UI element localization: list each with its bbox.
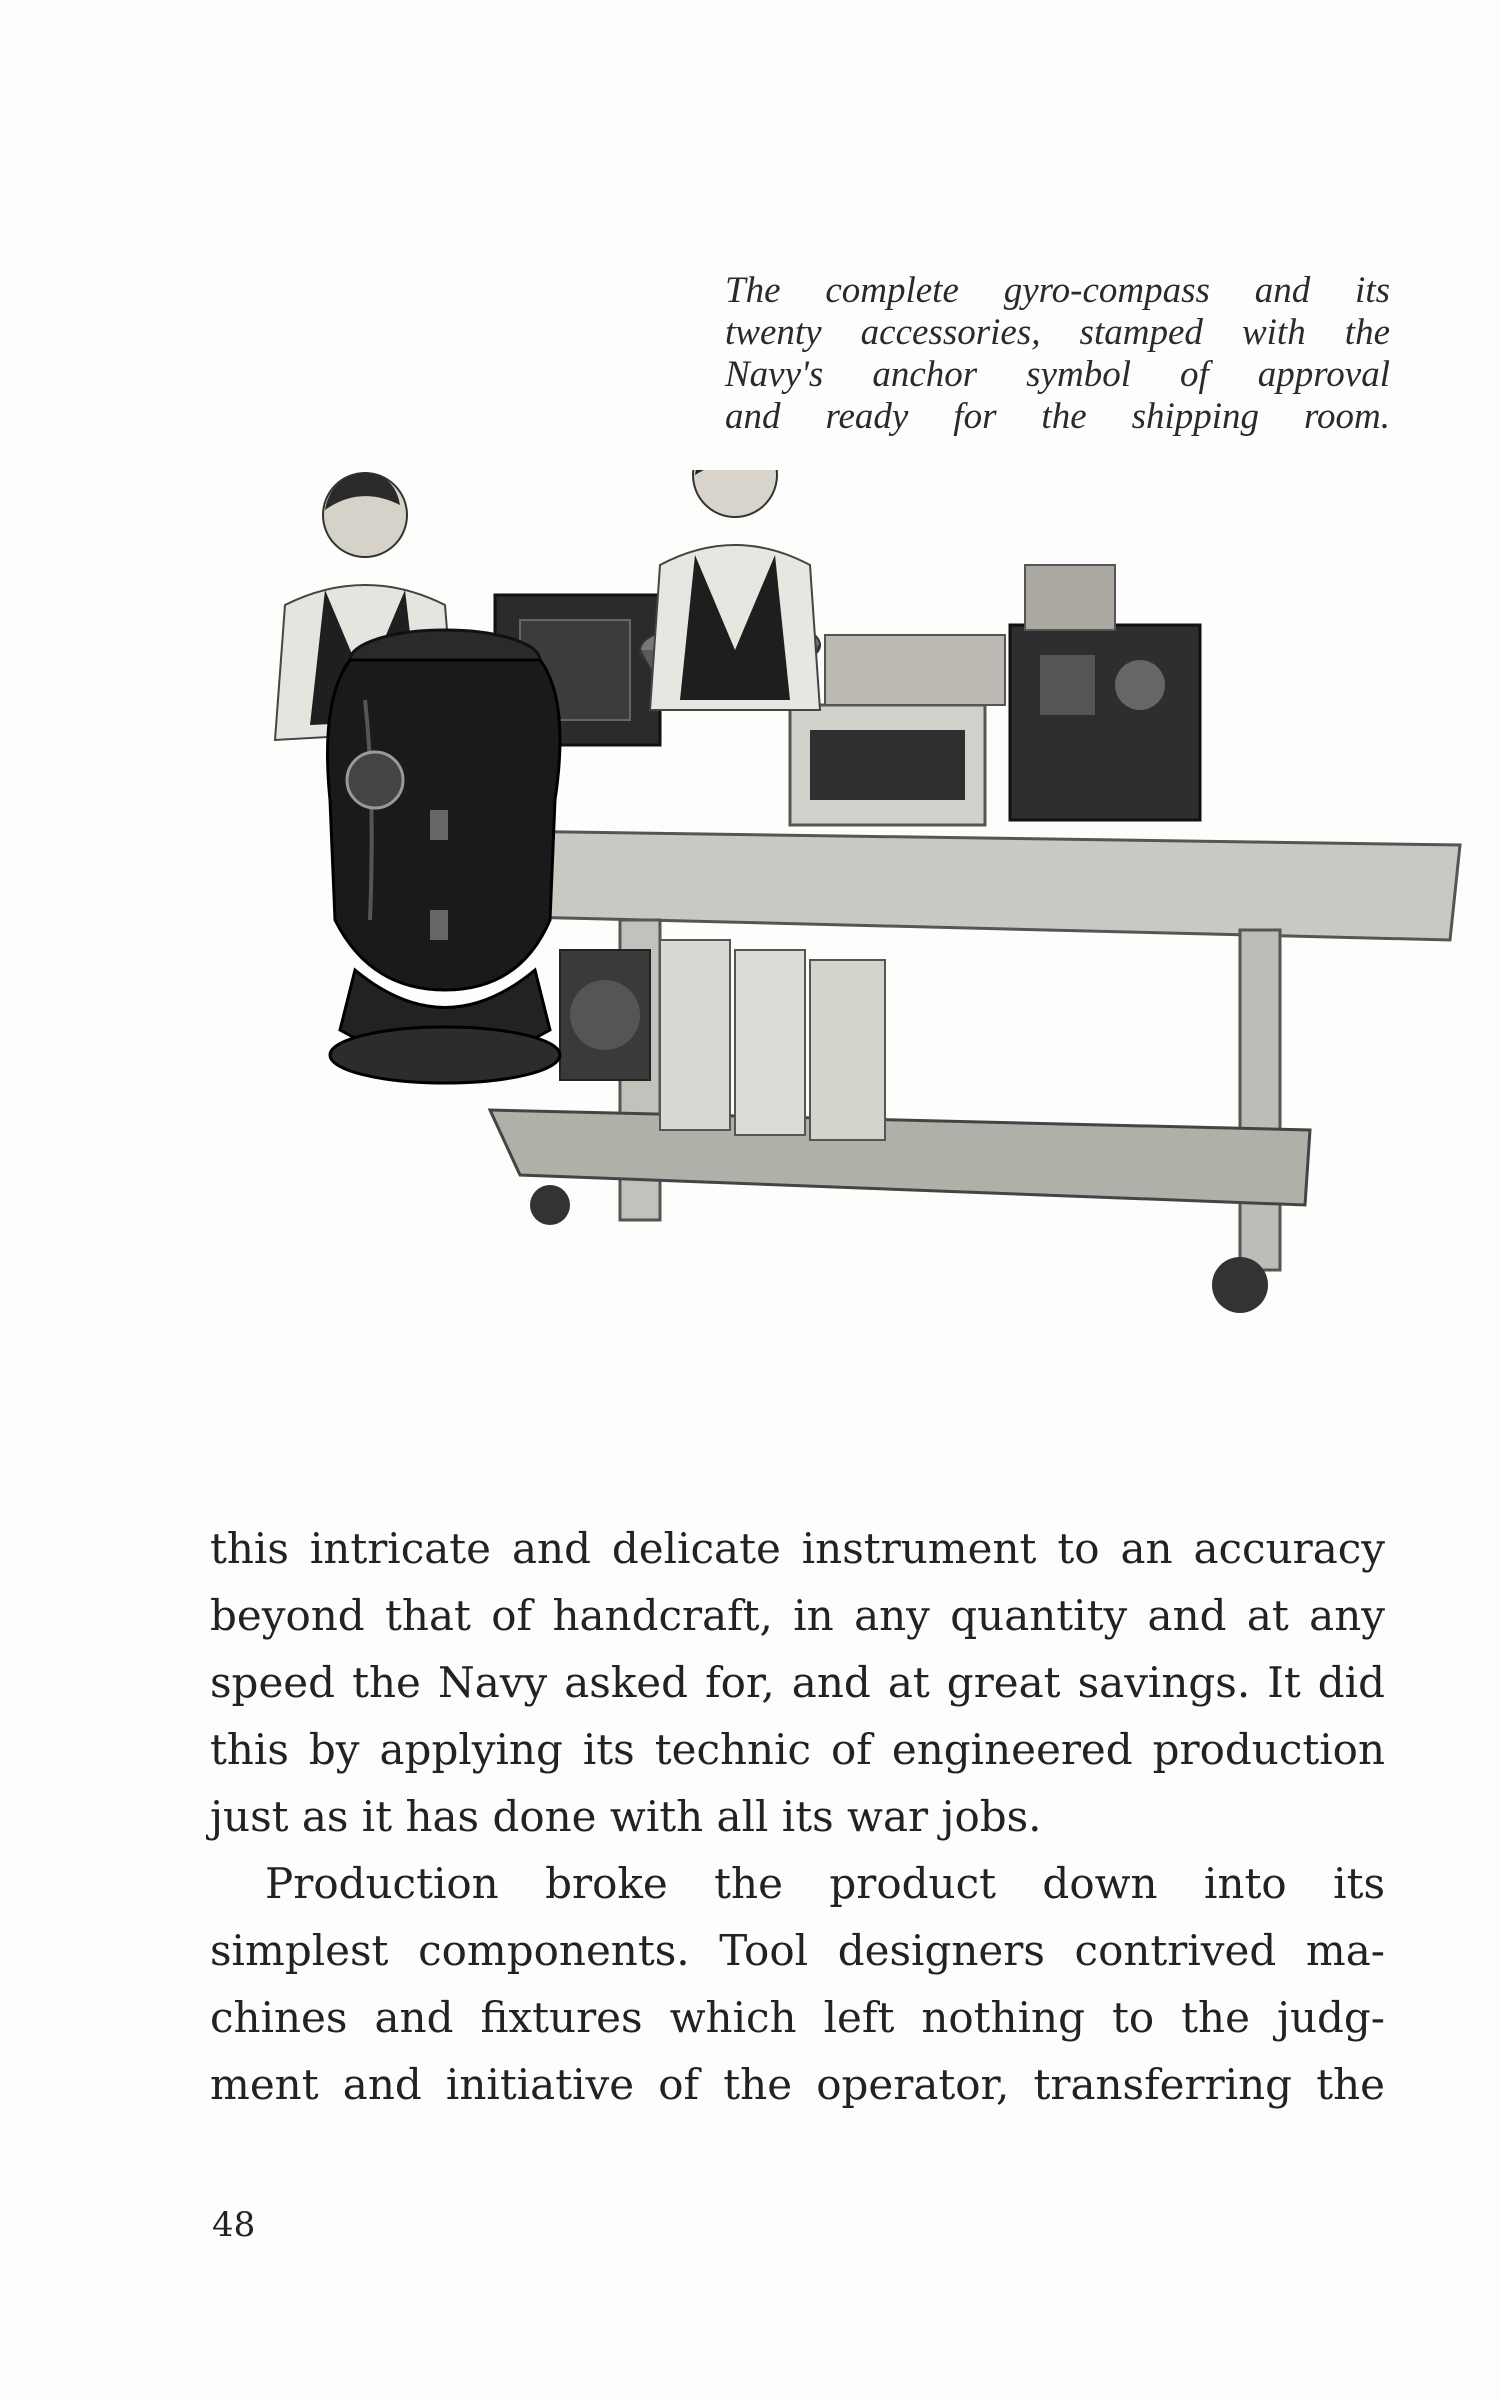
body-line: just as it has done with all its war jobs. [210, 1792, 1042, 1841]
page-number: 48 [212, 2205, 256, 2245]
body-line: simplest components. Tool designers contrived ma- [210, 1926, 1385, 1975]
body-line: Production broke the product down into its [265, 1859, 1385, 1908]
body-line: this by applying its technic of engineered production [210, 1725, 1385, 1774]
photo-caption [725, 270, 1390, 438]
body-line: this intricate and delicate instrument to an accuracy [210, 1524, 1385, 1573]
caption-line: The complete gyro-compass and its [725, 270, 1390, 311]
caption-line: Navy's anchor symbol of approval [725, 354, 1390, 395]
gyro-compass-photo-icon [190, 470, 1470, 1480]
body-line: beyond that of handcraft, in any quantity and at any [210, 1591, 1385, 1640]
body-line: speed the Navy asked for, and at great savings. It did [210, 1658, 1385, 1707]
body-text [210, 1515, 1385, 2118]
body-line: chines and fixtures which left nothing to the judg- [210, 1993, 1385, 2042]
caption-line: twenty accessories, stamped with the [725, 312, 1390, 353]
body-line: ment and initiative of the operator, transferring the [210, 2060, 1385, 2109]
caption-line: and ready for the shipping room. [725, 396, 1390, 437]
